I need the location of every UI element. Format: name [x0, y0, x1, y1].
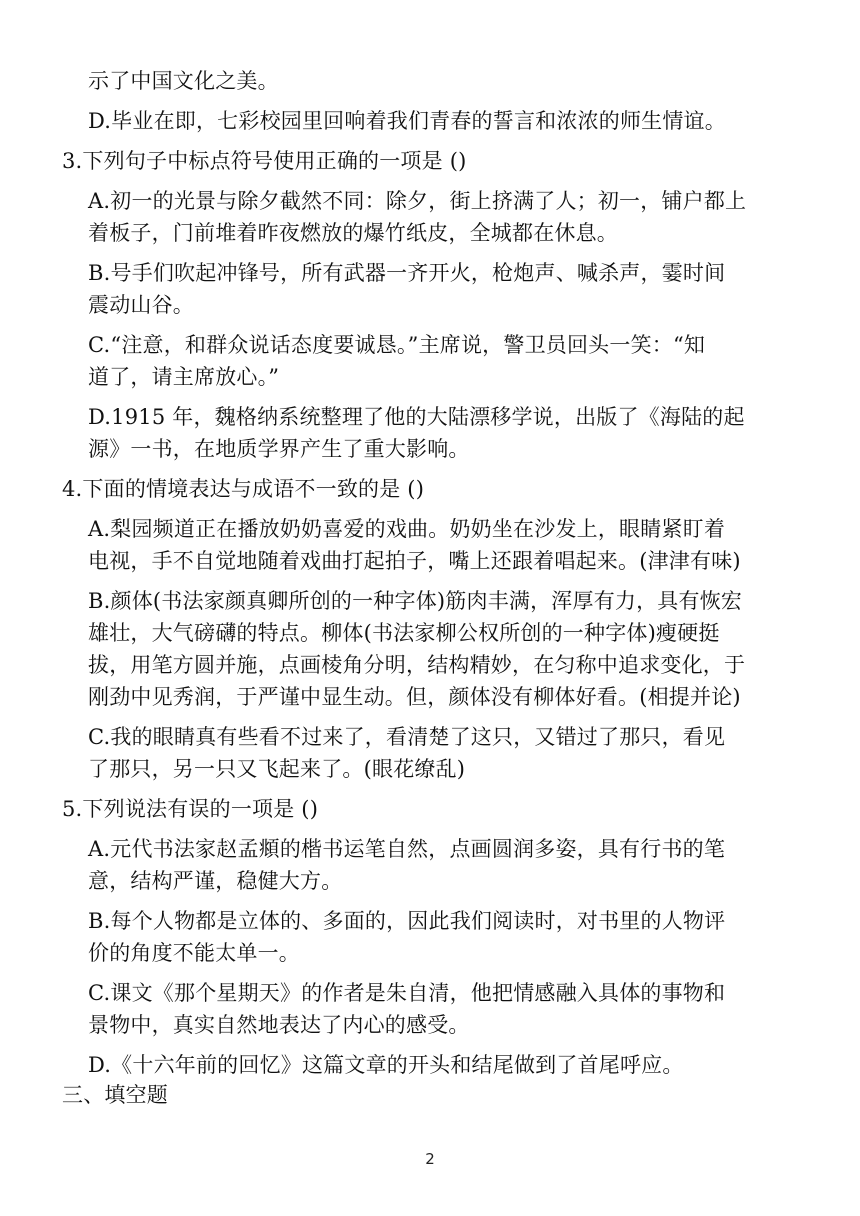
- q5-option-c-line2: 景物中，真实自然地表达了内心的感受。: [88, 1013, 470, 1037]
- q2-option-d: D.毕业在即，七彩校园里回响着我们青春的誓言和浓浓的师生情谊。: [88, 109, 726, 133]
- q4-option-a-line2: 电视，手不自觉地随着戏曲打起拍子，嘴上还跟着唱起来。(津津有味): [88, 549, 741, 573]
- q3-option-a-line1: A.初一的光景与除夕截然不同：除夕，街上挤满了人；初一，铺户都上: [88, 189, 747, 213]
- q3-option-d-line2: 源》一书，在地质学界产生了重大影响。: [88, 437, 470, 461]
- page-number: 2: [425, 1150, 435, 1168]
- q3-option-c-line1: C.“注意，和群众说话态度要诚恳。”主席说，警卫员回头一笑：“知: [88, 333, 706, 357]
- q4-option-b-line3: 拔，用笔方圆并施，点画棱角分明，结构精妙，在匀称中追求变化，于: [88, 653, 746, 677]
- q5-option-d: D.《十六年前的回忆》这篇文章的开头和结尾做到了首尾呼应。: [88, 1053, 684, 1077]
- q5-stem: 5.下列说法有误的一项是 (): [62, 797, 319, 821]
- q4-option-c-line1: C.我的眼睛真有些看不过来了，看清楚了这只，又错过了那只，看见: [88, 725, 726, 749]
- q4-option-b-line4: 刚劲中见秀润，于严谨中显生动。但，颜体没有柳体好看。(相提并论): [88, 685, 741, 709]
- section-heading-fill-in: 三、填空题: [62, 1083, 168, 1107]
- q4-option-b-line1: B.颜体(书法家颜真卿所创的一种字体)筋肉丰满，浑厚有力，具有恢宏: [88, 589, 743, 613]
- q3-option-b-line2: 震动山谷。: [88, 293, 194, 317]
- q3-option-a-line2: 着板子，门前堆着昨夜燃放的爆竹纸皮，全城都在休息。: [88, 221, 618, 245]
- q3-stem: 3.下列句子中标点符号使用正确的一项是 (): [62, 149, 467, 173]
- q4-option-a-line1: A.梨园频道正在播放奶奶喜爱的戏曲。奶奶坐在沙发上，眼睛紧盯着: [88, 517, 726, 541]
- q4-option-b-line2: 雄壮，大气磅礴的特点。柳体(书法家柳公权所创的一种字体)瘦硬挺: [88, 621, 720, 645]
- q5-option-c-line1: C.课文《那个星期天》的作者是朱自清，他把情感融入具体的事物和: [88, 981, 726, 1005]
- q2-continued-line: 示了中国文化之美。: [88, 69, 279, 93]
- q5-option-b-line2: 价的角度不能太单一。: [88, 941, 300, 965]
- q3-option-d-line1: D.1915 年，魏格纳系统整理了他的大陆漂移学说，出版了《海陆的起: [88, 405, 745, 429]
- q5-option-a-line2: 意，结构严谨，稳健大方。: [88, 869, 343, 893]
- q5-option-a-line1: A.元代书法家赵孟頫的楷书运笔自然，点画圆润多姿，具有行书的笔: [88, 837, 726, 861]
- q5-option-b-line1: B.每个人物都是立体的、多面的，因此我们阅读时，对书里的人物评: [88, 909, 726, 933]
- q3-option-c-line2: 道了，请主席放心。”: [88, 365, 280, 389]
- q4-stem: 4.下面的情境表达与成语不一致的是 (): [62, 477, 425, 501]
- q4-option-c-line2: 了那只，另一只又飞起来了。(眼花缭乱): [88, 757, 466, 781]
- q3-option-b-line1: B.号手们吹起冲锋号，所有武器一齐开火，枪炮声、喊杀声，霎时间: [88, 261, 726, 285]
